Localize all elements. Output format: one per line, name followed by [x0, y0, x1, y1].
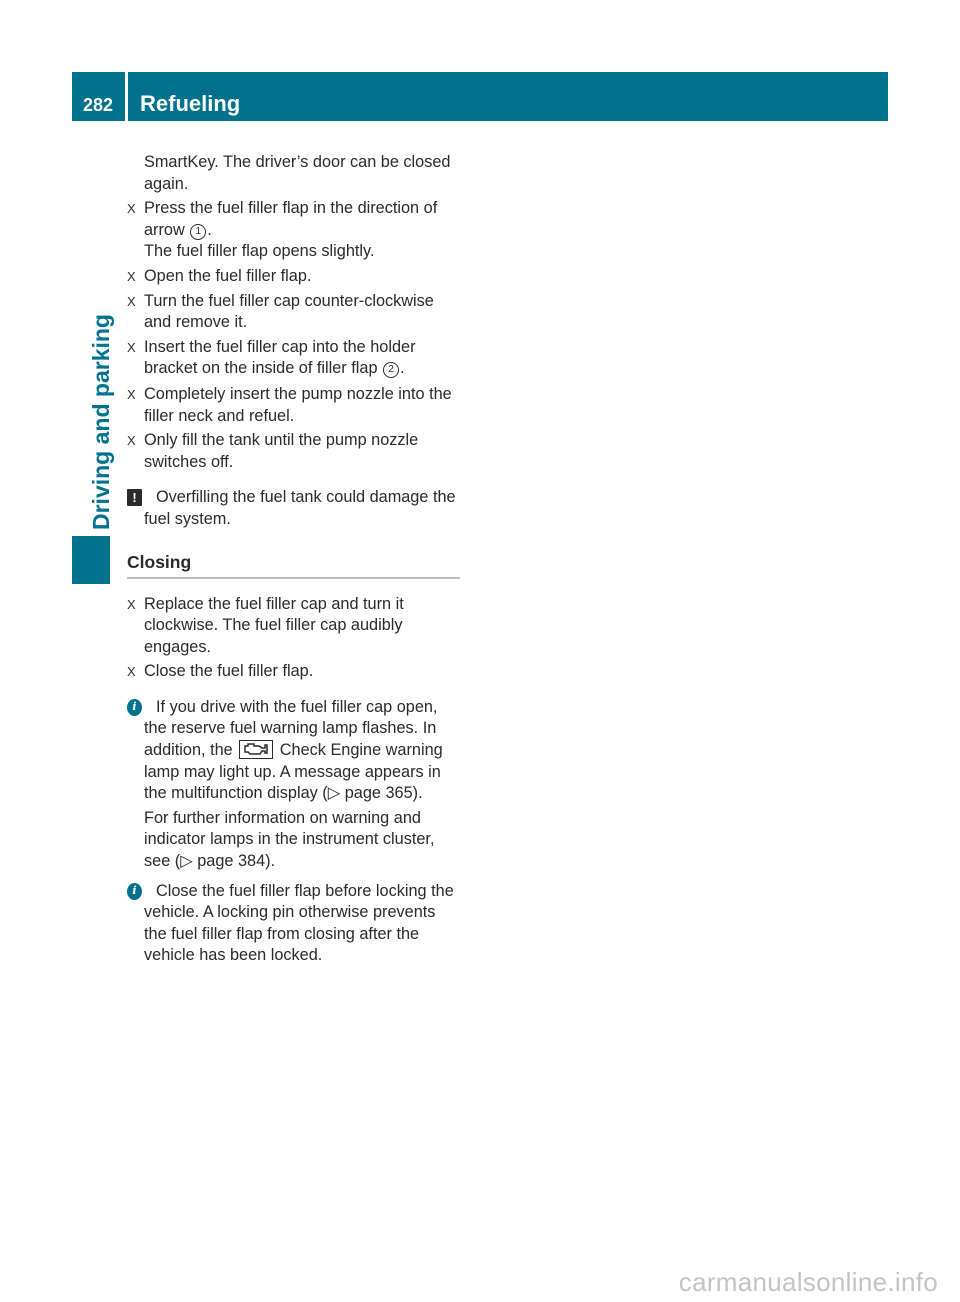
- warning-note: ! Overfilling the fuel tank could damage the fuel system.: [127, 487, 460, 530]
- intro-continuation: SmartKey. The driver’s door can be closed again.: [144, 153, 451, 193]
- side-tab-label: Driving and parking: [88, 314, 114, 530]
- step-arrow-icon: X: [127, 664, 136, 680]
- step-arrow-icon: X: [127, 596, 136, 612]
- step-item: X Completely insert the pump nozzle into the filler neck and refuel.: [127, 384, 452, 425]
- check-engine-icon: [239, 740, 273, 759]
- main-content: [127, 152, 460, 967]
- info-icon: i: [127, 699, 142, 716]
- step-item: X Replace the fuel filler cap and turn it clockwise. The fuel filler cap audibly engages.: [127, 594, 404, 656]
- page-number: 282: [82, 95, 114, 115]
- callout-2-icon: 2: [383, 362, 399, 378]
- step-item: X Turn the fuel filler cap counter-clockwise and remove it.: [127, 291, 434, 332]
- step-item: X Insert the fuel filler cap into the holder bracket on the inside of filler flap 2 .: [127, 337, 416, 378]
- step-arrow-icon: X: [127, 293, 136, 309]
- step-item: X Open the fuel filler flap.: [127, 266, 460, 288]
- callout-1-icon: 1: [190, 224, 206, 240]
- step-arrow-icon: X: [127, 433, 136, 449]
- info-note: i Close the fuel filler flap before locking the vehicle. A locking pin otherwise prevents the fuel filler flap from closing after the vehicle has been locked.: [127, 881, 460, 967]
- info-icon: i: [127, 883, 142, 900]
- watermark: carmanualsonline.info: [678, 1267, 938, 1297]
- step-arrow-icon: X: [127, 339, 136, 355]
- header-divider: [125, 72, 128, 121]
- info-note: i If you drive with the fuel filler cap open, the reserve fuel warning lamp flashes. In addition, the Check Engine warning lamp may light up. A message appears in the multifunction display (▷ page 365). For further information on warning and indicator lamps in the instrument cluster, see (▷ page 384).: [127, 697, 460, 873]
- step-result: The fuel filler flap opens slightly.: [144, 242, 375, 261]
- step-arrow-icon: X: [127, 386, 136, 402]
- step-item: X Press the fuel filler flap in the direction of arrow 1 . The fuel filler flap opens slightly.: [127, 199, 438, 261]
- step-item: X Close the fuel filler flap.: [127, 661, 460, 683]
- step-arrow-icon: X: [127, 268, 136, 284]
- step-item: X Only fill the tank until the pump nozzle switches off.: [127, 431, 419, 471]
- section-title: Refueling: [140, 91, 241, 116]
- closing-heading: Closing: [127, 551, 460, 579]
- side-tab-marker: [72, 536, 110, 584]
- warning-icon: !: [127, 489, 142, 506]
- step-arrow-icon: X: [127, 201, 136, 217]
